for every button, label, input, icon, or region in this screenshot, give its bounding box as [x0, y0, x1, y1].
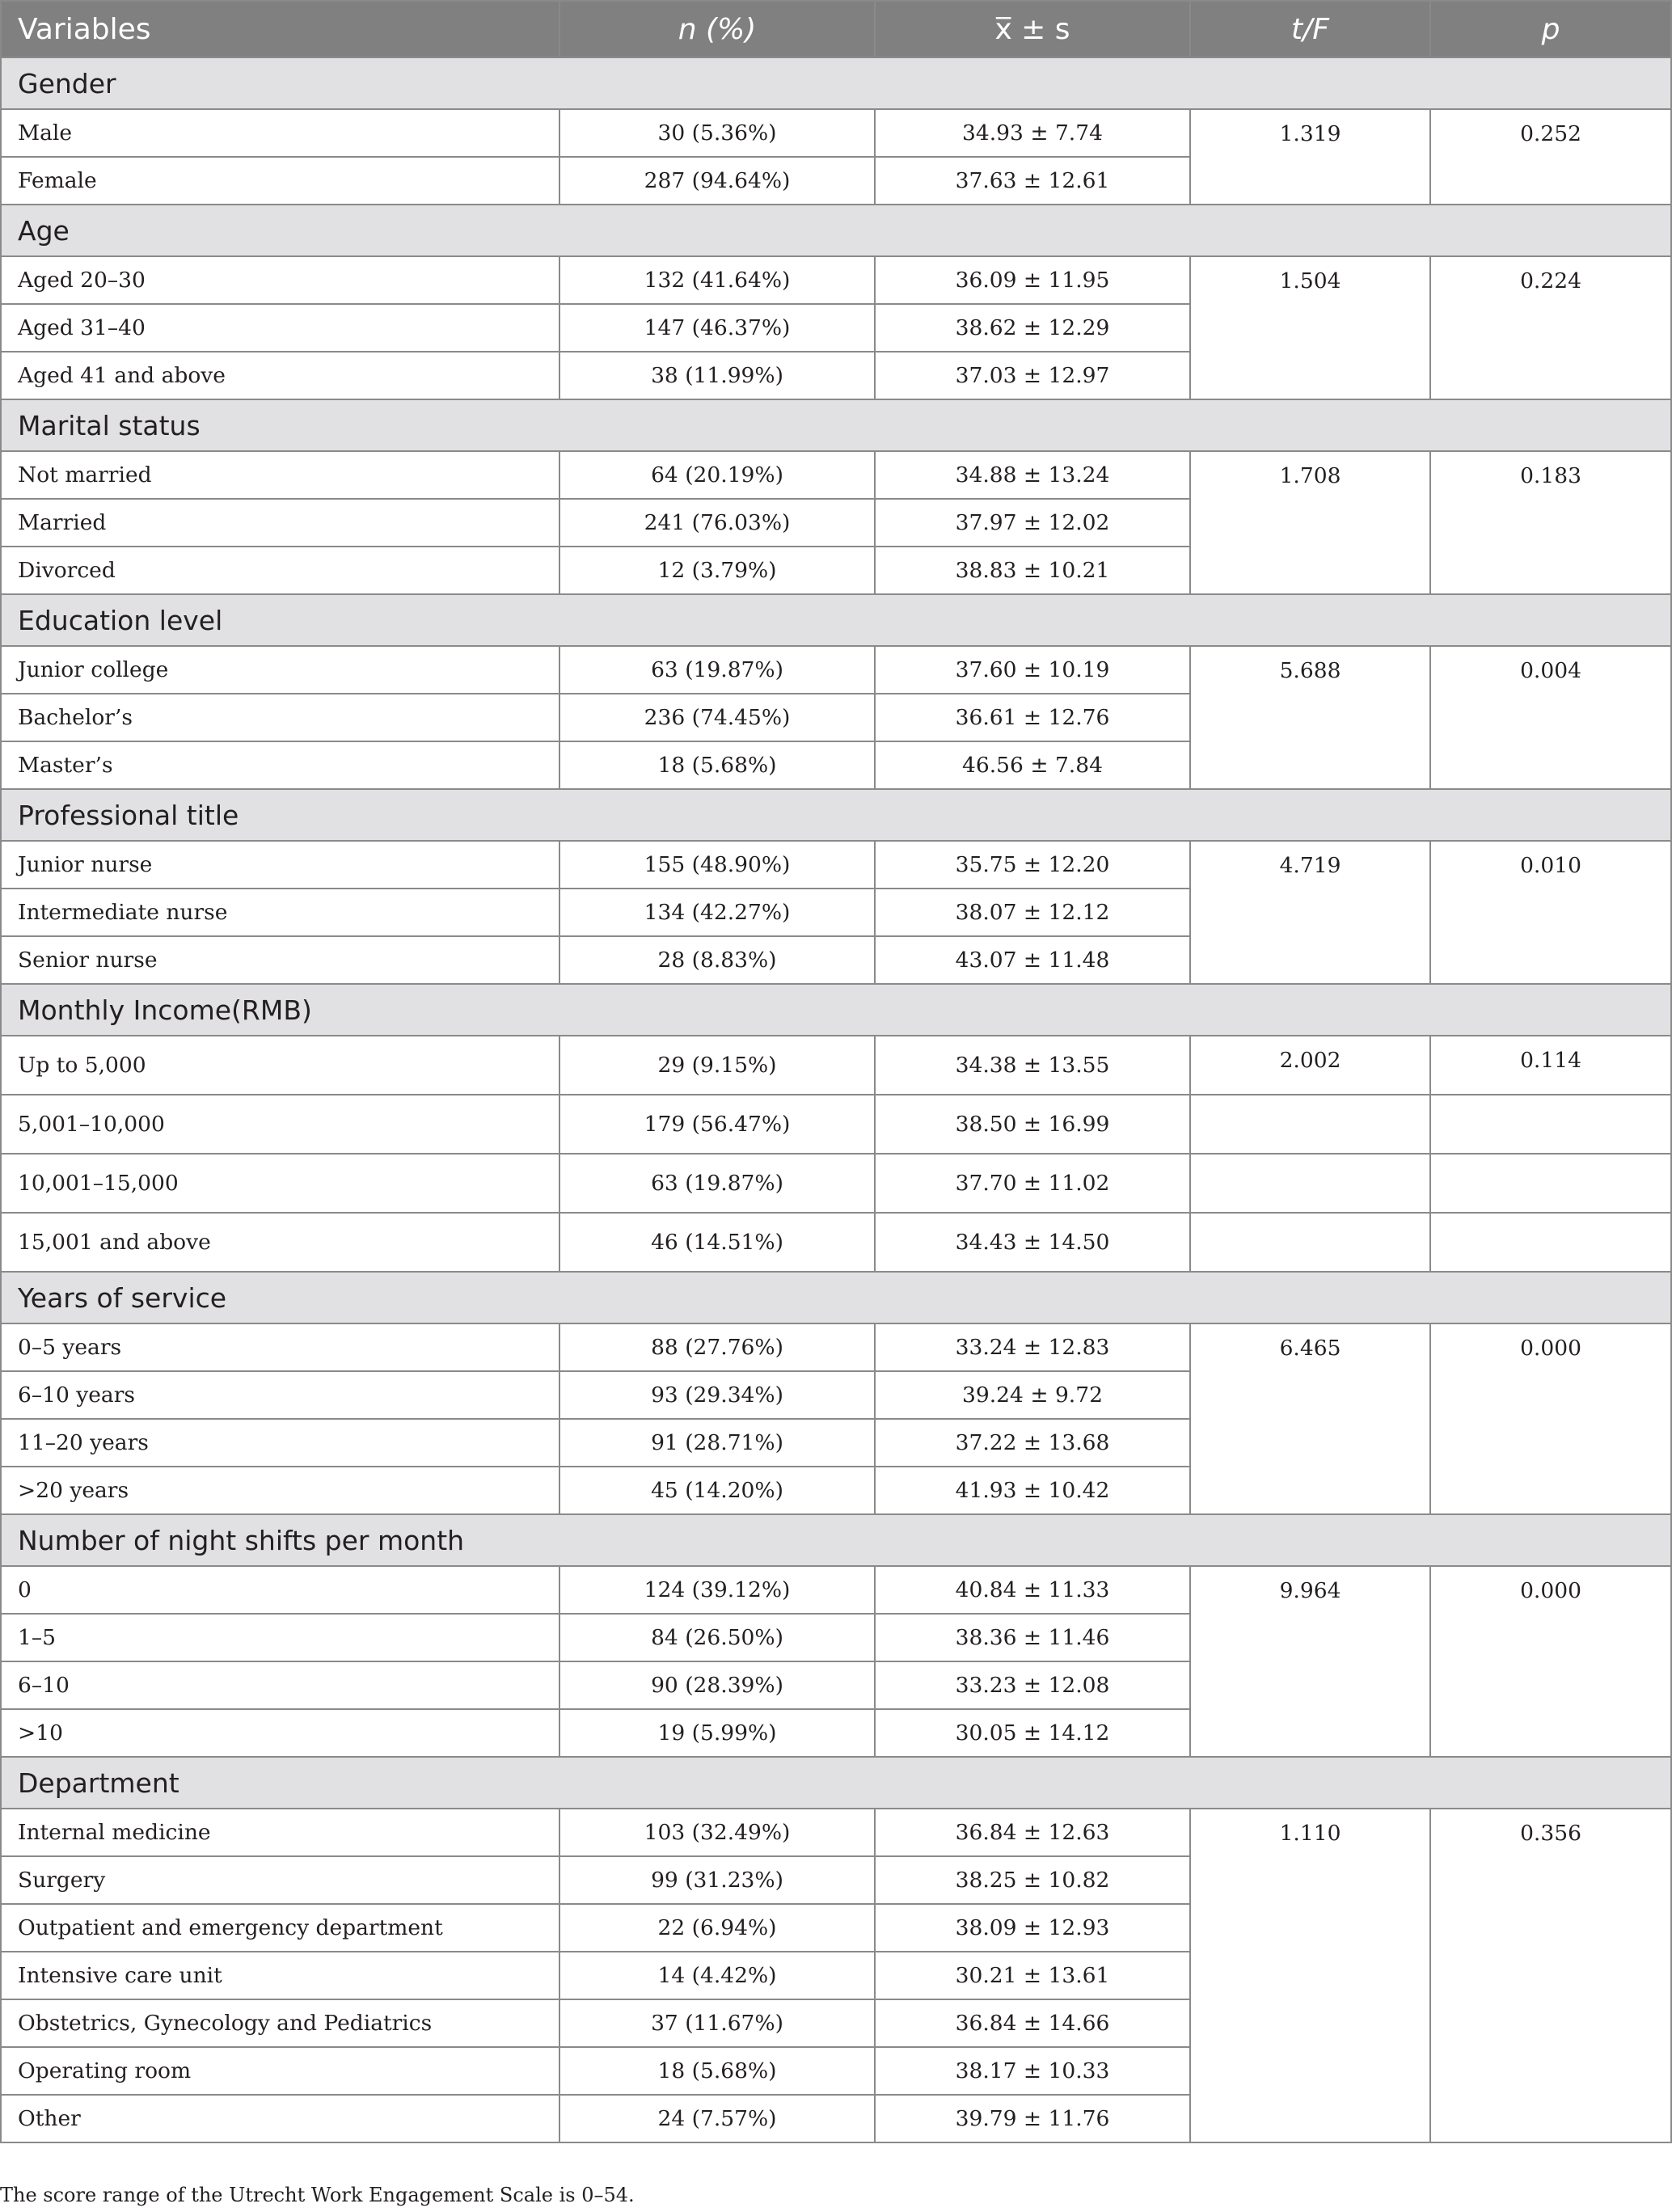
tf-cell: 1.110 [1190, 1809, 1430, 2142]
mean-sd-cell: 38.62 ± 12.29 [875, 304, 1190, 352]
n-percent-cell: 91 (28.71%) [559, 1419, 875, 1467]
variable-cell: 6–10 years [1, 1371, 559, 1419]
variable-cell: Aged 31–40 [1, 304, 559, 352]
header-variables: Variables [1, 1, 559, 57]
group-title: Monthly Income(RMB) [1, 984, 1671, 1036]
group-title: Number of night shifts per month [1, 1514, 1671, 1566]
n-percent-cell: 24 (7.57%) [559, 2095, 875, 2142]
n-percent-cell: 134 (42.27%) [559, 889, 875, 936]
variable-cell: Junior nurse [1, 841, 559, 889]
p-cell: 0.224 [1430, 256, 1671, 399]
table-body [1, 57, 1671, 2142]
mean-sd-cell: 38.36 ± 11.46 [875, 1614, 1190, 1661]
n-percent-cell: 63 (19.87%) [559, 646, 875, 694]
table-row [1, 646, 1671, 694]
header-n-percent: n (%) [559, 1, 875, 57]
p-cell: 0.114 [1430, 1036, 1671, 1095]
p-cell [1430, 1095, 1671, 1154]
n-percent-cell: 147 (46.37%) [559, 304, 875, 352]
table-row [1, 1809, 1671, 1856]
mean-sd-cell: 30.21 ± 13.61 [875, 1952, 1190, 1999]
tf-cell: 6.465 [1190, 1323, 1430, 1514]
variable-cell: Master’s [1, 741, 559, 789]
mean-sd-cell: 41.93 ± 10.42 [875, 1467, 1190, 1514]
mean-sd-cell: 38.25 ± 10.82 [875, 1856, 1190, 1904]
variable-cell: >10 [1, 1709, 559, 1757]
variable-cell: Junior college [1, 646, 559, 694]
mean-sd-cell: 33.24 ± 12.83 [875, 1323, 1190, 1371]
tf-cell: 4.719 [1190, 841, 1430, 984]
mean-sd-cell: 37.22 ± 13.68 [875, 1419, 1190, 1467]
mean-sd-cell: 34.93 ± 7.74 [875, 109, 1190, 157]
tf-cell: 1.708 [1190, 451, 1430, 594]
mean-sd-cell: 36.61 ± 12.76 [875, 694, 1190, 741]
table-row [1, 1323, 1671, 1371]
mean-sd-cell: 38.07 ± 12.12 [875, 889, 1190, 936]
mean-sd-cell: 38.50 ± 16.99 [875, 1095, 1190, 1154]
variable-cell: Operating room [1, 2047, 559, 2095]
table-row [1, 1566, 1671, 1614]
p-cell: 0.010 [1430, 841, 1671, 984]
n-percent-cell: 99 (31.23%) [559, 1856, 875, 1904]
n-percent-cell: 46 (14.51%) [559, 1213, 875, 1272]
n-percent-cell: 132 (41.64%) [559, 256, 875, 304]
variable-cell: Intermediate nurse [1, 889, 559, 936]
variable-cell: 15,001 and above [1, 1213, 559, 1272]
variable-cell: 5,001–10,000 [1, 1095, 559, 1154]
variable-cell: Outpatient and emergency department [1, 1904, 559, 1952]
n-percent-cell: 103 (32.49%) [559, 1809, 875, 1856]
n-percent-cell: 84 (26.50%) [559, 1614, 875, 1661]
mean-sd-cell: 37.03 ± 12.97 [875, 352, 1190, 399]
n-percent-cell: 18 (5.68%) [559, 741, 875, 789]
table-row [1, 1213, 1671, 1272]
mean-sd-cell: 37.70 ± 11.02 [875, 1154, 1190, 1213]
n-percent-cell: 241 (76.03%) [559, 499, 875, 547]
group-header-row [1, 1514, 1671, 1566]
mean-sd-cell: 40.84 ± 11.33 [875, 1566, 1190, 1614]
header-p: p [1430, 1, 1671, 57]
variable-cell: Obstetrics, Gynecology and Pediatrics [1, 1999, 559, 2047]
variable-cell: Internal medicine [1, 1809, 559, 1856]
n-percent-cell: 63 (19.87%) [559, 1154, 875, 1213]
mean-sd-cell: 34.88 ± 13.24 [875, 451, 1190, 499]
variable-cell: >20 years [1, 1467, 559, 1514]
mean-sd-cell: 36.84 ± 14.66 [875, 1999, 1190, 2047]
mean-sd-cell: 37.60 ± 10.19 [875, 646, 1190, 694]
p-cell [1430, 1154, 1671, 1213]
variable-cell: Divorced [1, 547, 559, 594]
mean-sd-cell: 35.75 ± 12.20 [875, 841, 1190, 889]
n-percent-cell: 124 (39.12%) [559, 1566, 875, 1614]
group-header-row [1, 399, 1671, 451]
n-percent-cell: 45 (14.20%) [559, 1467, 875, 1514]
n-percent-cell: 28 (8.83%) [559, 936, 875, 984]
group-title: Gender [1, 57, 1671, 109]
n-percent-cell: 18 (5.68%) [559, 2047, 875, 2095]
p-cell: 0.000 [1430, 1566, 1671, 1757]
header-mean-sd: x̅ ± s [875, 1, 1190, 57]
tf-cell [1190, 1154, 1430, 1213]
n-percent-cell: 19 (5.99%) [559, 1709, 875, 1757]
header-row [1, 1, 1671, 57]
mean-sd-cell: 38.17 ± 10.33 [875, 2047, 1190, 2095]
variable-cell: Male [1, 109, 559, 157]
n-percent-cell: 287 (94.64%) [559, 157, 875, 205]
variable-cell: Aged 20–30 [1, 256, 559, 304]
variable-cell: 0–5 years [1, 1323, 559, 1371]
group-title: Professional title [1, 789, 1671, 841]
mean-sd-cell: 38.09 ± 12.93 [875, 1904, 1190, 1952]
variable-cell: Bachelor’s [1, 694, 559, 741]
n-percent-cell: 88 (27.76%) [559, 1323, 875, 1371]
variable-cell: Surgery [1, 1856, 559, 1904]
p-cell: 0.356 [1430, 1809, 1671, 2142]
group-header-row [1, 57, 1671, 109]
mean-sd-cell: 46.56 ± 7.84 [875, 741, 1190, 789]
tf-cell [1190, 1095, 1430, 1154]
group-title: Years of service [1, 1272, 1671, 1323]
n-percent-cell: 30 (5.36%) [559, 109, 875, 157]
mean-sd-cell: 36.09 ± 11.95 [875, 256, 1190, 304]
p-cell [1430, 1213, 1671, 1272]
variable-cell: Senior nurse [1, 936, 559, 984]
variable-cell: Aged 41 and above [1, 352, 559, 399]
mean-sd-cell: 36.84 ± 12.63 [875, 1809, 1190, 1856]
mean-sd-cell: 30.05 ± 14.12 [875, 1709, 1190, 1757]
variable-cell: 0 [1, 1566, 559, 1614]
n-percent-cell: 14 (4.42%) [559, 1952, 875, 1999]
variable-cell: Up to 5,000 [1, 1036, 559, 1095]
footnote: The score range of the Utrecht Work Engagement Scale is 0–54. [0, 2184, 635, 2206]
n-percent-cell: 93 (29.34%) [559, 1371, 875, 1419]
header-t-f: t/F [1190, 1, 1430, 57]
group-header-row [1, 1757, 1671, 1809]
group-title: Age [1, 205, 1671, 256]
tf-cell: 5.688 [1190, 646, 1430, 789]
variable-cell: 6–10 [1, 1661, 559, 1709]
n-percent-cell: 12 (3.79%) [559, 547, 875, 594]
mean-sd-cell: 37.97 ± 12.02 [875, 499, 1190, 547]
group-header-row [1, 594, 1671, 646]
n-percent-cell: 64 (20.19%) [559, 451, 875, 499]
p-cell: 0.252 [1430, 109, 1671, 205]
tf-cell: 2.002 [1190, 1036, 1430, 1095]
tf-cell: 9.964 [1190, 1566, 1430, 1757]
tf-cell: 1.319 [1190, 109, 1430, 205]
group-title: Department [1, 1757, 1671, 1809]
variable-cell: Female [1, 157, 559, 205]
variable-cell: Other [1, 2095, 559, 2142]
table-row [1, 841, 1671, 889]
table-row [1, 109, 1671, 157]
p-cell: 0.183 [1430, 451, 1671, 594]
tf-cell: 1.504 [1190, 256, 1430, 399]
mean-sd-cell: 34.43 ± 14.50 [875, 1213, 1190, 1272]
mean-sd-cell: 39.24 ± 9.72 [875, 1371, 1190, 1419]
tf-cell [1190, 1213, 1430, 1272]
table-row [1, 451, 1671, 499]
p-cell: 0.004 [1430, 646, 1671, 789]
n-percent-cell: 155 (48.90%) [559, 841, 875, 889]
variable-cell: Not married [1, 451, 559, 499]
table-row [1, 1154, 1671, 1213]
mean-sd-cell: 38.83 ± 10.21 [875, 547, 1190, 594]
mean-sd-cell: 34.38 ± 13.55 [875, 1036, 1190, 1095]
group-header-row [1, 205, 1671, 256]
n-percent-cell: 22 (6.94%) [559, 1904, 875, 1952]
group-header-row [1, 984, 1671, 1036]
n-percent-cell: 236 (74.45%) [559, 694, 875, 741]
table-row [1, 1036, 1671, 1095]
table-row [1, 1095, 1671, 1154]
mean-sd-cell: 43.07 ± 11.48 [875, 936, 1190, 984]
group-title: Marital status [1, 399, 1671, 451]
variable-cell: Married [1, 499, 559, 547]
mean-sd-cell: 39.79 ± 11.76 [875, 2095, 1190, 2142]
mean-sd-cell: 33.23 ± 12.08 [875, 1661, 1190, 1709]
p-cell: 0.000 [1430, 1323, 1671, 1514]
mean-sd-cell: 37.63 ± 12.61 [875, 157, 1190, 205]
n-percent-cell: 29 (9.15%) [559, 1036, 875, 1095]
group-header-row [1, 789, 1671, 841]
variable-cell: 1–5 [1, 1614, 559, 1661]
group-title: Education level [1, 594, 1671, 646]
group-header-row [1, 1272, 1671, 1323]
n-percent-cell: 179 (56.47%) [559, 1095, 875, 1154]
variable-cell: 10,001–15,000 [1, 1154, 559, 1213]
variable-cell: 11–20 years [1, 1419, 559, 1467]
table-row [1, 256, 1671, 304]
n-percent-cell: 90 (28.39%) [559, 1661, 875, 1709]
variable-cell: Intensive care unit [1, 1952, 559, 1999]
n-percent-cell: 38 (11.99%) [559, 352, 875, 399]
n-percent-cell: 37 (11.67%) [559, 1999, 875, 2047]
